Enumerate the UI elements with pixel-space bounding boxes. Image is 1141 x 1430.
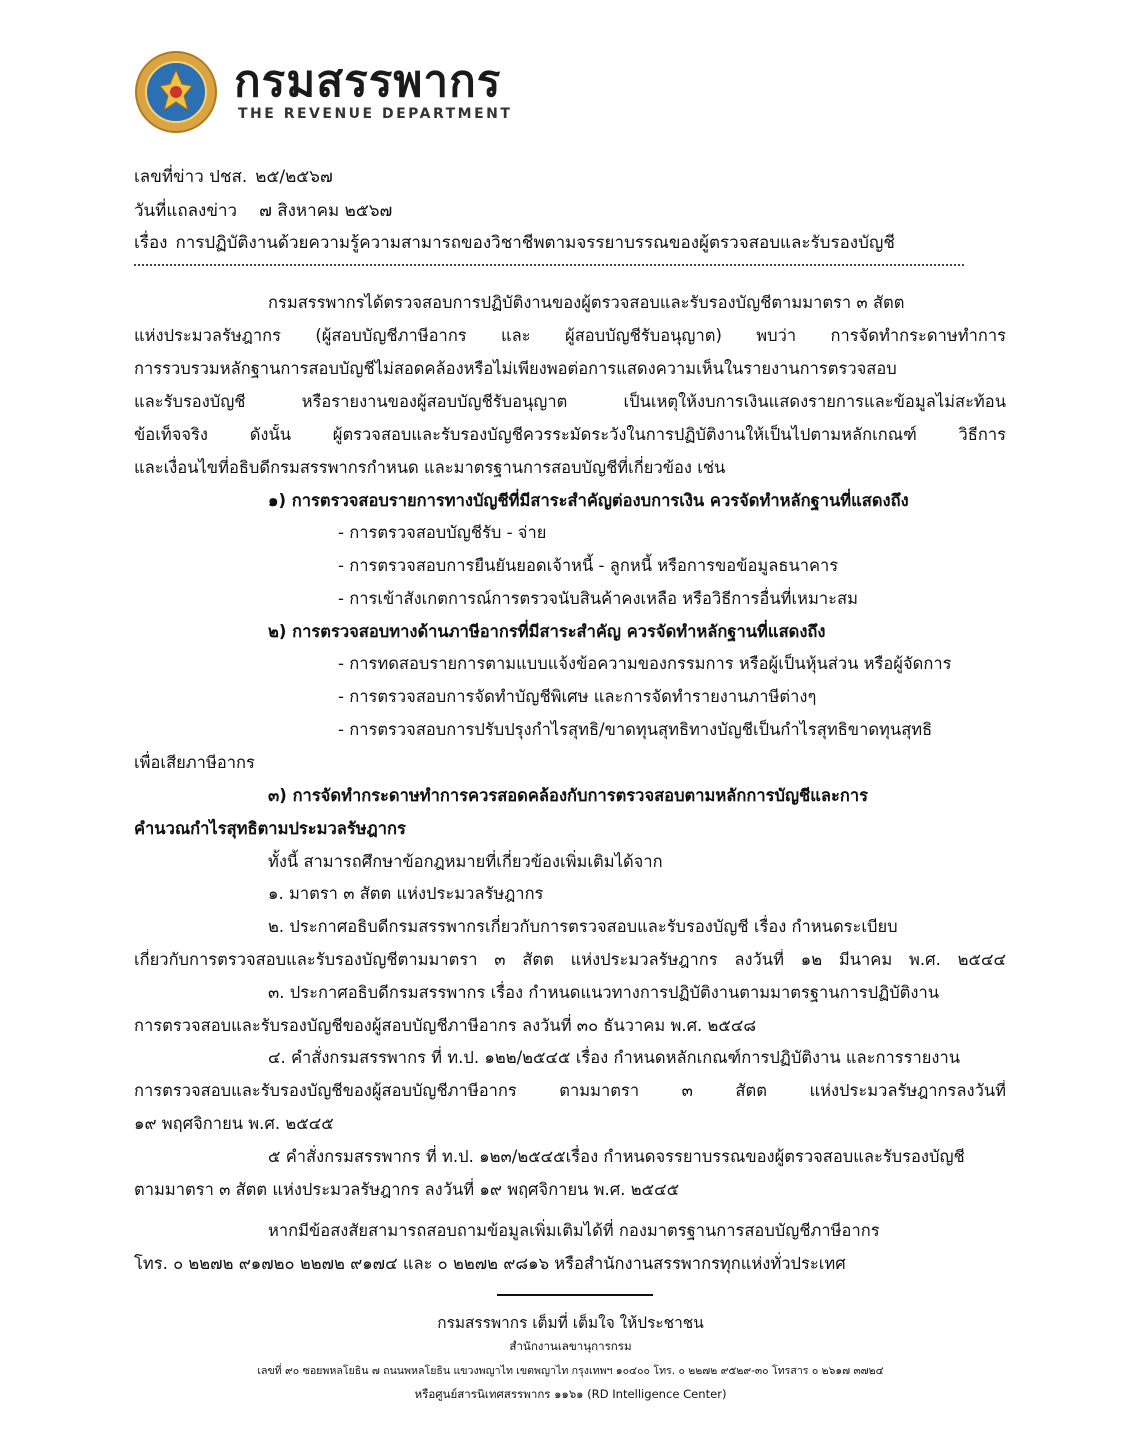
subject-text: การปฏิบัติงานด้วยความรู้ความสามารถของวิชาชีพตามจรรยาบรรณของผู้ตรวจสอบและรับรองบัญชี [175, 233, 895, 253]
section-heading-2: ๒) การตรวจสอบทางด้านภาษีอากรที่มีสาระสำคัญ ควรจัดทำหลักฐานที่แสดงถึง [268, 622, 826, 641]
footer-separator [497, 1294, 653, 1296]
contact-phone-line: โทร. ๐ ๒๒๗๒ ๙๑๗๒๐ ๒๒๗๒ ๙๑๗๔ และ ๐ ๒๒๗๒ ๙๘๑๖ หรือสำนักงานสรรพากรทุกแห่งทั่วประเทศ [134, 1254, 846, 1273]
body-line: หากมีข้อสงสัยสามารถสอบถามข้อมูลเพิ่มเติมได้ที่ กองมาตรฐานการสอบบัญชีภาษีอากร [268, 1221, 880, 1240]
body-line: กรมสรรพากรได้ตรวจสอบการปฏิบัติงานของผู้ตรวจสอบและรับรองบัญชีตามมาตรา ๓ สัตต [268, 293, 905, 312]
reference-item: ๕ คำสั่งกรมสรรพากร ที่ ท.ป. ๑๒๓/๒๕๔๕เรื่อง กำหนดจรรยาบรรณของผู้ตรวจสอบและรับรองบัญชี [268, 1147, 965, 1166]
body-line: ทั้งนี้ สามารถศึกษาข้อกฎหมายที่เกี่ยวข้องเพิ่มเติมได้จาก [268, 852, 663, 871]
reference-item: ตามมาตรา ๓ สัตต แห่งประมวลรัษฎากร ลงวันที่ ๑๙ พฤศจิกายน พ.ศ. ๒๕๔๕ [134, 1180, 680, 1199]
list-item: - การตรวจสอบบัญชีรับ - จ่าย [338, 523, 547, 542]
news-number: ๒๕/๒๕๖๗ [255, 167, 333, 187]
section-heading-3-cont: คำนวณกำไรสุทธิตามประมวลรัษฎากร [134, 819, 406, 838]
brand-english-name: THE REVENUE DEPARTMENT [238, 106, 513, 122]
section-heading-3: ๓) การจัดทำกระดาษทำการควรสอดคล้องกับการตรวจสอบตามหลักการบัญชีและการ [268, 786, 868, 805]
footer-slogan: กรมสรรพากร เต็มที่ เต็มใจ ให้ประชาชน [437, 1314, 704, 1332]
list-item: - การตรวจสอบการยืนยันยอดเจ้าหนี้ - ลูกหนี้ หรือการขอข้อมูลธนาคาร [338, 556, 839, 575]
body-line: และรับรองบัญชี หรือรายงานของผู้สอบบัญชีรับอนุญาต เป็นเหตุให้งบการเงินแสดงรายการและข้อมูลไม่สะท้อน [134, 392, 1006, 411]
reference-item: ๒. ประกาศอธิบดีกรมสรรพากรเกี่ยวกับการตรวจสอบและรับรองบัญชี เรื่อง กำหนดระเบียบ [268, 917, 898, 936]
reference-item: ๔. คำสั่งกรมสรรพากร ที่ ท.ป. ๑๒๒/๒๕๔๕ เรื่อง กำหนดหลักเกณฑ์การปฏิบัติงาน และการรายงาน [268, 1048, 961, 1067]
dotted-divider [134, 264, 964, 266]
list-item: - การตรวจสอบการจัดทำบัญชีพิเศษ และการจัดทำรายงานภาษีต่างๆ [338, 687, 817, 706]
reference-item: ๓. ประกาศอธิบดีกรมสรรพากร เรื่อง กำหนดแนวทางการปฏิบัติงานตามมาตรฐานการปฏิบัติงาน [268, 983, 939, 1002]
news-number-row [134, 166, 333, 188]
reference-item: ๑. มาตรา ๓ สัตต แห่งประมวลรัษฎากร [268, 884, 544, 903]
reference-item: เกี่ยวกับการตรวจสอบและรับรองบัญชีตามมาตรา ๓ สัตต แห่งประมวลรัษฎากร ลงวันที่ ๑๒ มีนาคม พ.ศ. ๒๕๔๔ [134, 950, 1006, 969]
reference-item: ๑๙ พฤศจิกายน พ.ศ. ๒๕๔๕ [134, 1114, 334, 1133]
department-seal-icon [134, 50, 218, 134]
section-heading-1: ๑) การตรวจสอบรายการทางบัญชีที่มีสาระสำคัญต่องบการเงิน ควรจัดทำหลักฐานที่แสดงถึง [268, 491, 909, 510]
list-item: - การเข้าสังเกตการณ์การตรวจนับสินค้าคงเหลือ หรือวิธีการอื่นที่เหมาะสม [338, 589, 858, 608]
footer-contact: หรือศูนย์สารนิเทศสรรพากร ๑๑๖๑ (RD Intelligence Center) [414, 1387, 727, 1401]
body-line: และเงื่อนไขที่อธิบดีกรมสรรพากรกำหนด และมาตรฐานการสอบบัญชีที่เกี่ยวข้อง เช่น [134, 458, 726, 477]
revenue-department-logo [134, 50, 514, 138]
press-date: ๗ สิงหาคม ๒๕๖๗ [259, 201, 393, 221]
press-date-row [134, 200, 392, 222]
footer-address: เลขที่ ๙๐ ซอยพหลโยธิน ๗ ถนนพหลโยธิน แขวงพญาไท เขตพญาไท กรุงเทพฯ ๑๐๔๐๐ โทร. ๐ ๒๒๗๒ ๙๕๒๙-๓๐ โทรสาร ๐ ๒๖๑๗ ๓๗๒๔ [257, 1365, 884, 1377]
body-line: การรวบรวมหลักฐานการสอบบัญชีไม่สอดคล้องหรือไม่เพียงพอต่อการแสดงความเห็นในรายงานการตรวจสอบ [134, 359, 897, 378]
press-date-label: วันที่แถลงข่าว [134, 201, 238, 221]
news-number-label: เลขที่ข่าว ปชส. [134, 167, 248, 187]
body-line: เพื่อเสียภาษีอากร [134, 753, 255, 772]
body-line: แห่งประมวลรัษฎากร (ผู้สอบบัญชีภาษีอากร และ ผู้สอบบัญชีรับอนุญาต) พบว่า การจัดทำกระดาษทำการ [134, 326, 1006, 345]
reference-item: การตรวจสอบและรับรองบัญชีของผู้สอบบัญชีภาษีอากร ตามมาตรา ๓ สัตต แห่งประมวลรัษฎากรลงวันที่ [134, 1081, 1006, 1100]
body-line: ข้อเท็จจริง ดังนั้น ผู้ตรวจสอบและรับรองบัญชีควรระมัดระวังในการปฏิบัติงานให้เป็นไปตามหลักเกณฑ์ วิธีการ [134, 425, 1006, 444]
list-item: - การตรวจสอบการปรับปรุงกำไรสุทธิ/ขาดทุนสุทธิทางบัญชีเป็นกำไรสุทธิขาดทุนสุทธิ [338, 720, 933, 739]
subject-label: เรื่อง [134, 233, 168, 253]
brand-thai-name: กรมสรรพากร [234, 56, 502, 107]
reference-item: การตรวจสอบและรับรองบัญชีของผู้สอบบัญชีภาษีอากร ลงวันที่ ๓๐ ธันวาคม พ.ศ. ๒๕๔๘ [134, 1016, 757, 1035]
list-item: - การทดสอบรายการตามแบบแจ้งข้อความของกรรมการ หรือผู้เป็นหุ้นส่วน หรือผู้จัดการ [338, 654, 952, 673]
footer-office: สำนักงานเลขานุการกรม [509, 1339, 632, 1353]
subject-row [134, 232, 895, 254]
